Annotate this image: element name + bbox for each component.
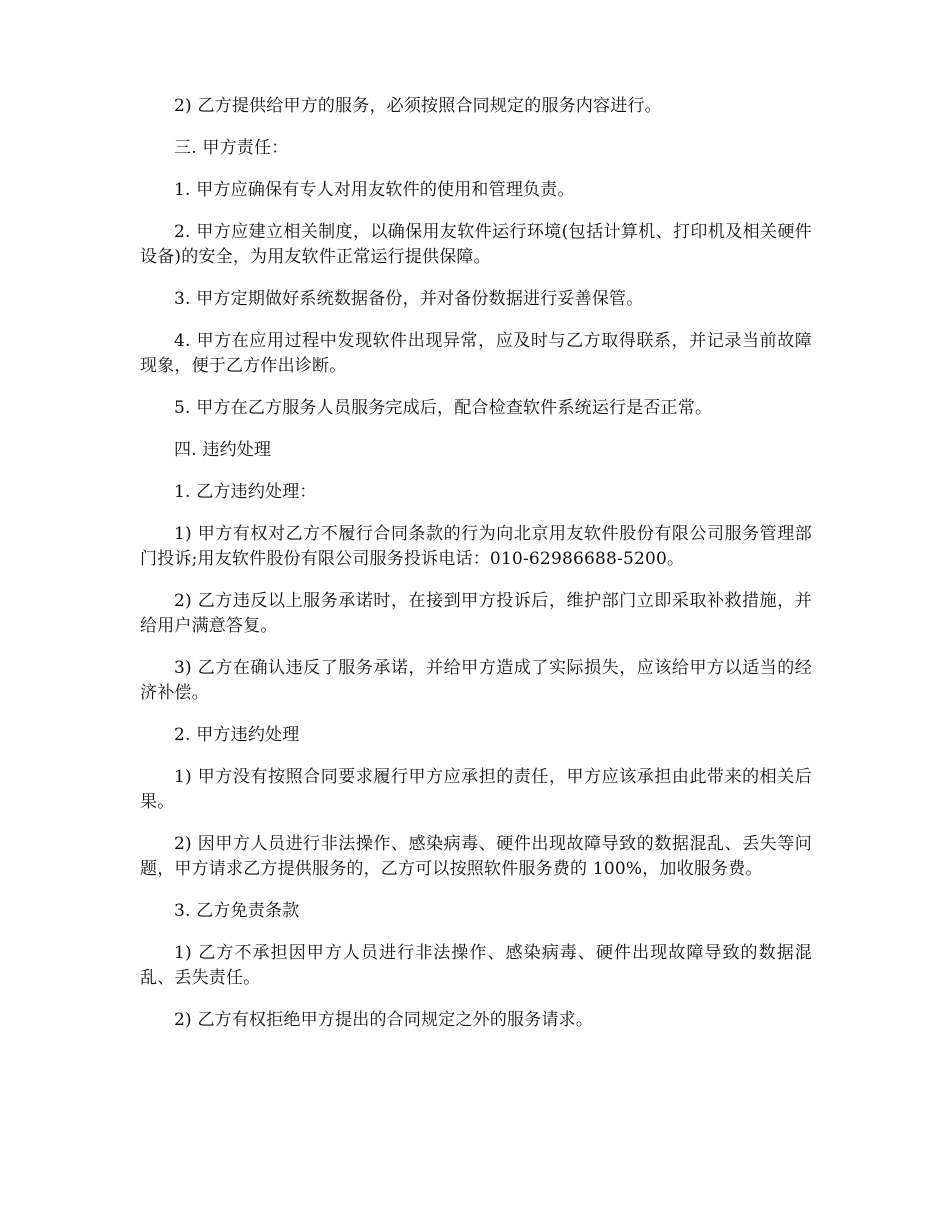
document-page: [140, 94, 812, 1050]
paragraph: 2) 乙方违反以上服务承诺时，在接到甲方投诉后，维护部门立即采取补救措施，并给用户满意答复。: [140, 591, 812, 636]
paragraph: 5. 甲方在乙方服务人员服务完成后，配合检查软件系统运行是否正常。: [174, 398, 713, 418]
paragraph: 2. 甲方应建立相关制度，以确保用友软件运行环境(包括计算机、打印机及相关硬件设备)的安全，为用友软件正常运行提供保障。: [140, 222, 812, 267]
paragraph: 1. 甲方应确保有专人对用友软件的使用和管理负责。: [174, 180, 575, 200]
subsection-heading: 2. 甲方违约处理: [174, 725, 300, 745]
paragraph: 1) 甲方没有按照合同要求履行甲方应承担的责任，甲方应该承担由此带来的相关后果。: [140, 767, 812, 812]
subsection-heading: 1. 乙方违约处理：: [174, 482, 317, 502]
paragraph: 4. 甲方在应用过程中发现软件出现异常，应及时与乙方取得联系，并记录当前故障现象，便于乙方作出诊断。: [140, 331, 812, 376]
paragraph: 1) 甲方有权对乙方不履行合同条款的行为向北京用友软件股份有限公司服务管理部门投诉;用友软件股份有限公司服务投诉电话：010-62986688-5200。: [140, 524, 812, 569]
paragraph: 2) 乙方提供给甲方的服务，必须按照合同规定的服务内容进行。: [174, 96, 662, 116]
paragraph: 2) 因甲方人员进行非法操作、感染病毒、硬件出现故障导致的数据混乱、丢失等问题，甲方请求乙方提供服务的，乙方可以按照软件服务费的 100%，加收服务费。: [140, 834, 812, 879]
paragraph: 2) 乙方有权拒绝甲方提出的合同规定之外的服务请求。: [174, 1010, 594, 1030]
section-heading: 四. 违约处理: [174, 440, 272, 460]
section-heading: 三. 甲方责任：: [174, 138, 289, 158]
paragraph: 3. 甲方定期做好系统数据备份，并对备份数据进行妥善保管。: [174, 289, 644, 309]
paragraph: 3) 乙方在确认违反了服务承诺，并给甲方造成了实际损失，应该给甲方以适当的经济补偿。: [140, 658, 812, 703]
subsection-heading: 3. 乙方免责条款: [174, 901, 300, 921]
paragraph: 1) 乙方不承担因甲方人员进行非法操作、感染病毒、硬件出现故障导致的数据混乱、丢失责任。: [140, 943, 812, 988]
